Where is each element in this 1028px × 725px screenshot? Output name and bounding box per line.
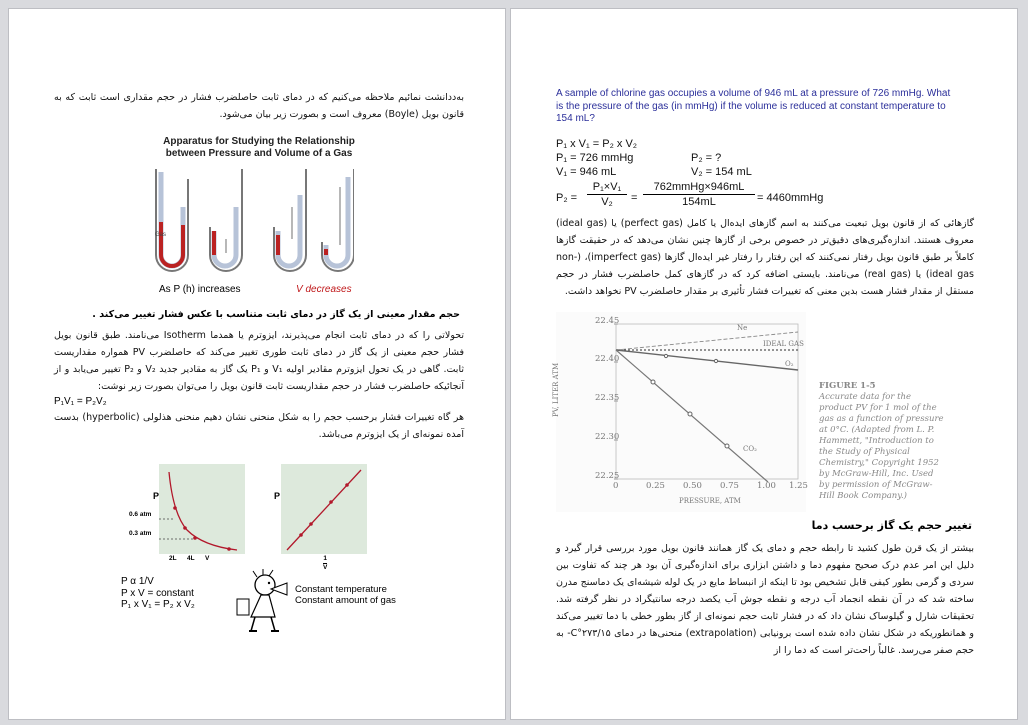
eq-frac2-den: 154mL [682, 196, 716, 208]
figure-1-5-title: FIGURE 1-5 [819, 381, 876, 391]
pv-x-tick-4: 0.75 [720, 481, 739, 491]
graph2-xlabel-num: 1 [323, 555, 327, 562]
p-increases-caption: As P (h) increases [159, 284, 241, 295]
eq-boyle: P₁ x V₁ = P₂ x V₂ [556, 138, 638, 150]
eq-frac1-den: V₂ [601, 196, 613, 208]
graph1-tick-06: 0.6 atm [129, 511, 152, 518]
pv-label-ideal: IDEAL GAS [763, 340, 804, 348]
pv-x-tick-1: 0 [613, 481, 619, 491]
figure-1-5-caption [819, 381, 944, 502]
page-right [510, 8, 1018, 720]
apparatus-title-line2: between Pressure and Volume of a Gas [165, 148, 353, 159]
law-constant: P x V = constant [121, 587, 194, 599]
apparatus-title-line1: Apparatus for Studying the Relationship [163, 136, 355, 147]
gas-label: Gas [155, 232, 167, 238]
pv-y-tick-3: 22.35 [595, 393, 620, 403]
heading-volume-temperature: تغییر حجم یک گاز برحسب دما [811, 519, 972, 532]
paragraph-charles: بیشتر از یک قرن طول کشید تا رابطه حجم و دمای یک گاز همانند قانون بویل مورد بررسی قرار گیرد و دلیل این امر عدم درک صحیح مفهوم دما و داشتن ابزاری برای اندازه‌گیری آن بود هر چند که تفاوت بین سردی و گرمی بطور کیفی قابل تشخیص بود تا اینکه از انبساط مایع در یک لوله شیشه‌ای یک دماسنج مدرن ساخته شد که در آن نقطه انجماد آب درجه و نقطه جوش آب یکصد درجه سانتیگراد در نظر گرفته شد. تحقیقات شارل و گیلوساک نشان داد که در فشار ثابت حجم نمونه‌ای از گاز بطور خطی با دما تغییر می‌کند و همانطوریکه در شکل نشان داده شده است برونیابی (extrapolation) منحنی‌ها در دمای ۲۷۳/۱۵°C- به حجم صفر می‌رسد. غالباً راحت‌تر است که دما را از [556, 543, 975, 656]
constant-temperature-label: Constant temperature [295, 584, 387, 595]
apparatus-diagram [144, 167, 354, 279]
eq-result: = 4460mmHg [757, 192, 824, 204]
pv-label-o2: O₂ [785, 360, 794, 368]
law-proportional: P α 1/V [121, 576, 154, 587]
figure-1-5-body: Accurate data for the product PV for 1 mol of the gas as a function of pressure at 0°C. (Adapted from L. P. Hammett, "Introduction to the Study of Physical Chemistry," Copyright 1952 by McGraw-Hill, Inc. Used by permission of McGraw-Hill Book Company.) [819, 392, 944, 501]
pv-y-tick-2: 22.40 [595, 354, 620, 364]
isotherm-graph-p-v [159, 464, 245, 554]
eq-frac1 [587, 180, 627, 209]
eq-p1: P₁ = 726 mmHg [556, 152, 634, 164]
pv-y-tick-5: 22.25 [595, 471, 620, 481]
law-summary [121, 576, 195, 611]
pv-y-tick-4: 22.30 [595, 432, 620, 442]
page-left [8, 8, 506, 720]
isotherm-graph-p-invv [281, 464, 367, 554]
boyle-formula: P₁V₁ = P₂V₂ [54, 396, 107, 407]
eq-frac2 [643, 180, 755, 209]
paragraph-boyle-intro: بەددانشت نمائيم ملاحظه می‌کنیم که در دمای ثابت حاصلضرب فشار در حجم مقداری است ثابت که به قانون بویل (Boyle) معروف است و بصورت زیر بیان می‌شود. [54, 92, 464, 120]
eq-v2: V₂ = 154 mL [691, 166, 752, 178]
pv-ylabel: PV, LITER ATM [552, 362, 560, 417]
graph1-tick-03: 0.3 atm [129, 530, 152, 537]
graph1-ylabel: P [153, 491, 160, 501]
pv-label-ne: Ne [737, 324, 748, 332]
paragraph-isotherm: تحولاتی را که در دمای ثابت انجام می‌پذیرند، ایزوترم یا همدما Isotherm می‌نامند. طبق قانون بویل فشار حجم معینی از یک گاز در دمای ثابت طوری تغییر می‌کند که حاصلضرب PV همواره مقداریست ثابت. گاهی در یک تحول ایزوترم مقادیر اولیه V₁ و P₁ یک گاز به مقادیر جدید V₂ و P₂ تغییر می‌یابد و از آنجائیکه حاصلضرب فشار در حجم مقداریست ثابت قانون بویل را می‌توان بصورت زیر نوشت: [54, 330, 464, 392]
paragraph-hyperbolic: هر گاه تغییرات فشار برحسب حجم را به شکل منحنی نشان دهیم منحنی هذلولی (hyperbolic) بدست آمده نمونه‌ای از یک ایزوترم می‌باشد. [54, 412, 464, 440]
law-equation: P₁ x V₁ = P₂ x V₂ [121, 599, 195, 610]
eq-p2-lhs: P₂ = [556, 192, 578, 204]
heading-volume-pressure: حجم مقدار معینی از یک گاز در دمای ثابت متناسب با عکس فشار تغییر می‌کند . [92, 309, 460, 320]
eq-p2: P₂ = ? [691, 152, 722, 164]
graph1-tick-2l: 2L [169, 555, 177, 562]
eq-frac2-num: 762mmHg×946mL [643, 180, 755, 195]
graph2-ylabel: P [274, 491, 281, 501]
question-chlorine: A sample of chlorine gas occupies a volume of 946 mL at a pressure of 726 mmHg. What is the pressure of the gas (in mmHg) if the volume is reduced at constant temperature to 154 mL? [556, 88, 951, 124]
constant-notes [295, 584, 396, 606]
graph2-xlabel-den: V [323, 564, 328, 571]
pv-x-tick-6: 1.25 [789, 481, 808, 491]
constant-gas-label: Constant amount of gas [295, 595, 396, 606]
eq-frac1-num: P₁×V₁ [587, 180, 627, 195]
pv-y-tick-1: 22.45 [595, 316, 620, 326]
apparatus-title [139, 136, 379, 160]
pv-x-tick-3: 0.50 [683, 481, 702, 491]
pv-label-co2: CO₂ [743, 445, 757, 453]
graph1-xlabel: V [205, 555, 210, 562]
v-decreases-caption: V decreases [296, 284, 352, 295]
cartoon-scientist-icon [231, 569, 295, 635]
eq-equals: = [631, 192, 638, 204]
pv-x-tick-5: 1.00 [757, 481, 776, 491]
graph1-tick-4l: 4L [187, 555, 195, 562]
eq-v1: V₁ = 946 mL [556, 166, 617, 178]
pv-x-tick-2: 0.25 [646, 481, 665, 491]
pv-xlabel: PRESSURE, ATM [679, 497, 741, 505]
graph2-xlabel [323, 555, 327, 572]
paragraph-ideal-gas: گازهائی که از قانون بویل تبعیت می‌کنند به اسم گازهای ایده‌ال یا کامل (perfect gas) یا (ideal gas) معروف هستند. اندازه‌گیری‌های دقیق‌تر در خصوص برخی از گازها چنین نشان می‌دهد که در حقیقت گازها کاملاً بر طبق قانون بویل رفتار نمی‌کنند که این رفتار را رفتار غیر ایده‌ال گازها (imperfect gas)، (non-ideal gas) یا (real gas) می‌نامند. بایستی اضافه کرد که در گازهای کمل حاصلضرب فشار در حجم مستقل از مقدار فشار هست بدین معنی که تغییرات فشار تأثیری بر مقدار حاصلضرب PV نخواهد داشت. [556, 218, 975, 297]
